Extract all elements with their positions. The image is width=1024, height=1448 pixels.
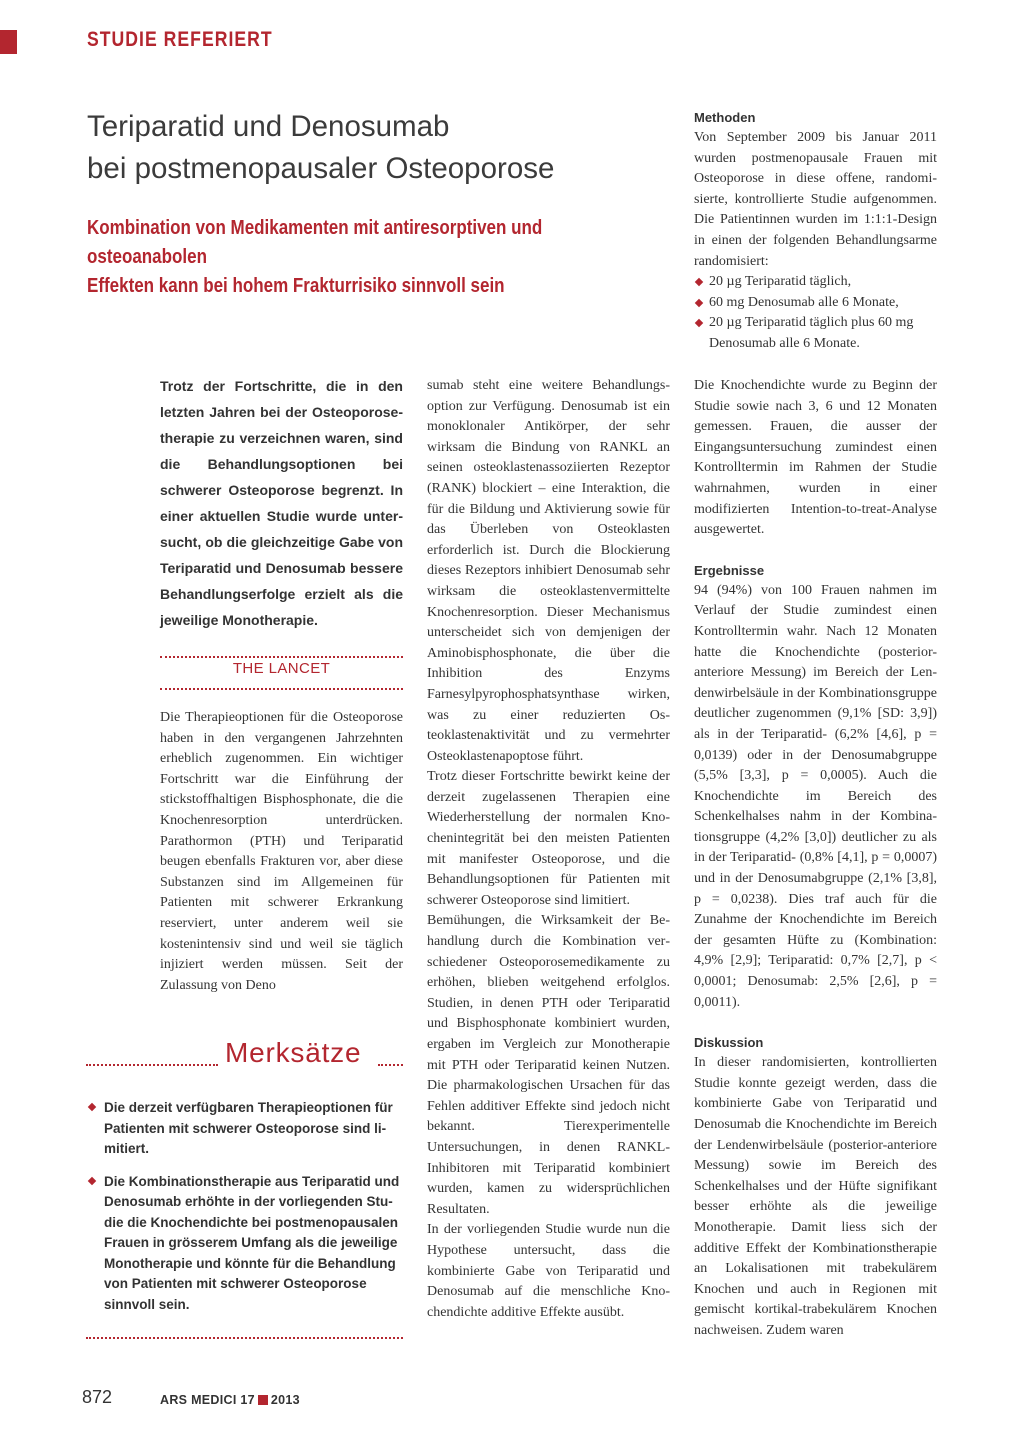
list-item: Die derzeit verfügbaren Therapieoptionen für Patienten mit schwerer Osteoporose sind limitiert.: [86, 1098, 403, 1160]
magazine-issue: ARS MEDICI 17: [160, 1393, 255, 1407]
discussion-text: In dieser randomisierten, kontrollierten Studie konnte gezeigt werden, dass die kombinierte Gabe von Teriparatid und Denosumab die Knochendichte im Bereich der Lendenwirbelsäule (posterior-anteriore Messung) sowie im Bereich des Schenkelhalses und der Hüfte signifikant besser erhöhte als die jeweilige Monotherapie. Damit liess sich der additive Effekt der Kombinationstherapie an Lokalisationen mit trabekulärem Knochen und auch in Regionen mit gemischt kortikal-trabekulärem Knochen nachweisen. Zudem waren: [694, 1055, 937, 1338]
column-2-paragraph: Bemühungen, die Wirksamkeit der Behandlung durch die Kombination verschiedener Osteoporosemedikamente zu erhöhen, blieben weitgehend erfolglos. Studien, in denen PTH oder Teriparatid und Bisphosphonate kombiniert wurden, ergaben im Vergleich zur Monotherapie mit PTH oder Teriparatid keinen Nutzen. Die pharmakologischen Ursachen für das Fehlen additiver Effekte sind jedoch nicht bekannt. Tierexperimentelle Untersuchungen, in denen RANKL-Inhibitoren mit Teriparatid kombiniert wurden, kamen zu widersprüchlichen Resultaten.: [427, 913, 670, 1217]
footer-magazine: [160, 1393, 300, 1407]
section-label: STUDIE REFERIERT: [87, 28, 273, 51]
article-subtitle: [87, 214, 631, 301]
methods-text: Von September 2009 bis Januar 2011 wurden postmenopausale Frauen mit Osteoporose in diese offene, randomisierte, kontrollierte Studie aufgenommen. Die Patientinnen wurden im 1:1:1-Design in einen der folgenden Behandlungsarme randomisiert:: [694, 130, 937, 269]
subtitle-line-1: Kombination von Medikamenten mit antiresorptiven und osteoanabolen: [87, 217, 543, 268]
source-divider-bottom: [160, 688, 403, 690]
methods-heading: Methoden: [694, 110, 756, 125]
diamond-bullet-icon: [88, 1176, 96, 1184]
diamond-bullet-icon: [695, 299, 703, 307]
merksaetze-dots-right: [378, 1064, 403, 1066]
results-text: 94 (94%) von 100 Frauen nahmen im Verlauf der Studie zumindest einen Kontrolltermin wahr. Nach 12 Monaten hatte die Knochendichte (posterior-anteriore Messung) im Bereich der Lendenwirbelsäule in der Kombinationsgruppe deutlicher zugenommen (9,1% [SD: 3,9]) als in der Teriparatid- (6,2% [4,6], p = 0,0139) oder in der Denosumabgruppe (5,5% [3,3], p = 0,0005). Auch die Knochendichte im Bereich des Schenkelhalses nahm in der Kombinationsgruppe (4,2% [3,0]) deutlicher zu als in der Teriparatid- (0,8% [4,1], p = 0,0007) und in der Denosumabgruppe (2,1% [3,8], p = 0,0238). Dies traf auch für die Zunahme der Knochendichte im Bereich der gesamten Hüfte zu (Kombination: 4,9% [2,9]; Teriparatid: 0,7% [2,7], p < 0,0001; Denosumab: 2,5% [2,6], p = 0,0011).: [694, 582, 937, 1010]
square-separator-icon: [258, 1395, 268, 1405]
column-3: [694, 376, 937, 1342]
list-item: Die Kombinationstherapie aus Teriparatid und Denosumab erhöhte in der vorliegenden Studie die Knochendichte bei postmenopausalen Frauen in grösserem Umfang als die jeweilige Monotherapie und könnte für die Behandlung von Patienten mit schwerer Osteoporose sinnvoll sein.: [86, 1172, 403, 1316]
column-2-paragraph: sumab steht eine weitere Behandlungsoption zur Verfügung. Denosumab ist ein monoklonaler Antikörper, der sehr wirksam die Bindung von RANKL an seinen osteoklastenassoziierten Rezeptor (RANK) blockiert – eine Interaktion, die für die Bildung und Aktivierung sowie für das Überleben von Osteoklasten erforderlich ist. Durch die Blockierung dieses Rezeptors inhibiert Denosumab sehr wirksam die osteoklastenvermittelte Knochenresorption. Dieser Mechanismus unterscheidet sich von demjenigen der Aminobisphosphonate, die über die Inhibition des Enzyms Farnesylpyrophosphatsynthase wirken, was zu einer reduzierten Osteoklastenaktivität und zu vermehrter Osteoklastenapoptose führt.: [427, 378, 670, 764]
column-2-paragraph: Trotz dieser Fortschritte bewirkt keine der derzeit zugelassenen Therapien eine Wiederherstellung der normalen Knochenintegrität bei den meisten Patienten mit manifester Osteoporose, und die Behandlungsoptionen für Patienten mit schwerer Osteoporose sind limitiert.: [427, 769, 670, 908]
column-2: [427, 376, 670, 1323]
column-1-body: Die Therapieoptionen für die Osteoporose haben in den vergangenen Jahrzehnten erheblich zugenommen. Ein wichtiger Fortschritt war die Einführung der stickstoffhaltigen Bisphosphonate, die die Knochenresorption unterdrücken. Parathormon (PTH) und Teriparatid beugen ebenfalls Frakturen vor, aber diese Substanzen sind im Allgemeinen für Patienten mit schwerer Erkrankung reserviert, unter anderem weil sie kostenintensiv sind und weil sie täglich injiziert werden müssen. Seit der Zulassung von Deno: [160, 710, 403, 993]
diamond-bullet-icon: [695, 319, 703, 327]
discussion-heading: Diskussion: [694, 1035, 764, 1051]
merksaetze-divider-bottom: [86, 1337, 403, 1339]
results-heading: Ergebnisse: [694, 562, 765, 578]
source-divider-top: [160, 656, 403, 658]
merksaetze-dots-left: [86, 1064, 218, 1066]
list-item: 20 µg Teriparatid täglich plus 60 mg Denosumab alle 6 Monate.: [694, 313, 937, 354]
list-item: 20 µg Teriparatid täglich,: [694, 272, 937, 293]
merksaetze-title: Merksätze: [225, 1037, 362, 1068]
title-line-2: bei postmenopausaler Osteoporose: [87, 152, 555, 185]
section-marker: [0, 30, 17, 54]
subtitle-line-2: Effekten kann bei hohem Frakturrisiko sinnvoll sein: [87, 275, 505, 297]
source-label: THE LANCET: [232, 660, 331, 677]
list-item: 60 mg Denosumab alle 6 Monate,: [694, 293, 937, 314]
diamond-bullet-icon: [88, 1103, 96, 1111]
article-lead: Trotz der Fortschritte, die in den letzten Jahren bei der Osteoporosetherapie zu verzeichnen waren, sind die Behandlungsoptionen bei schwerer Osteoporose begrenzt. In einer aktuellen Studie wurde untersucht, ob die gleichzeitige Gabe von Teriparatid und Denosumab bessere Behandlungserfolge erzielt als die jeweilige Monotherapie.: [160, 378, 403, 628]
diamond-bullet-icon: [695, 278, 703, 286]
page-number: 872: [82, 1387, 113, 1407]
merksaetze-list: [86, 1098, 403, 1327]
magazine-year: 2013: [270, 1393, 300, 1407]
article-title: [87, 106, 667, 190]
methods-arms-list: [694, 272, 937, 354]
column-2-paragraph: In der vorliegenden Studie wurde nun die Hypothese untersucht, dass die kombinierte Gabe von Teriparatid und Denosumab auf die menschliche Knochendichte additive Effekte ausübt.: [427, 1222, 670, 1320]
column-3-paragraph: Die Knochendichte wurde zu Beginn der Studie sowie nach 3, 6 und 12 Monaten gemessen. Frauen, die ausser der Eingangsuntersuchung zumindest einen Kontrolltermin im Rahmen der Studie wahrnahmen, wurden in einer modifizierten Intention-to-treat-Analyse ausgewertet.: [694, 378, 937, 538]
methods-section: [694, 108, 937, 355]
title-line-1: Teriparatid und Denosumab: [87, 110, 450, 143]
